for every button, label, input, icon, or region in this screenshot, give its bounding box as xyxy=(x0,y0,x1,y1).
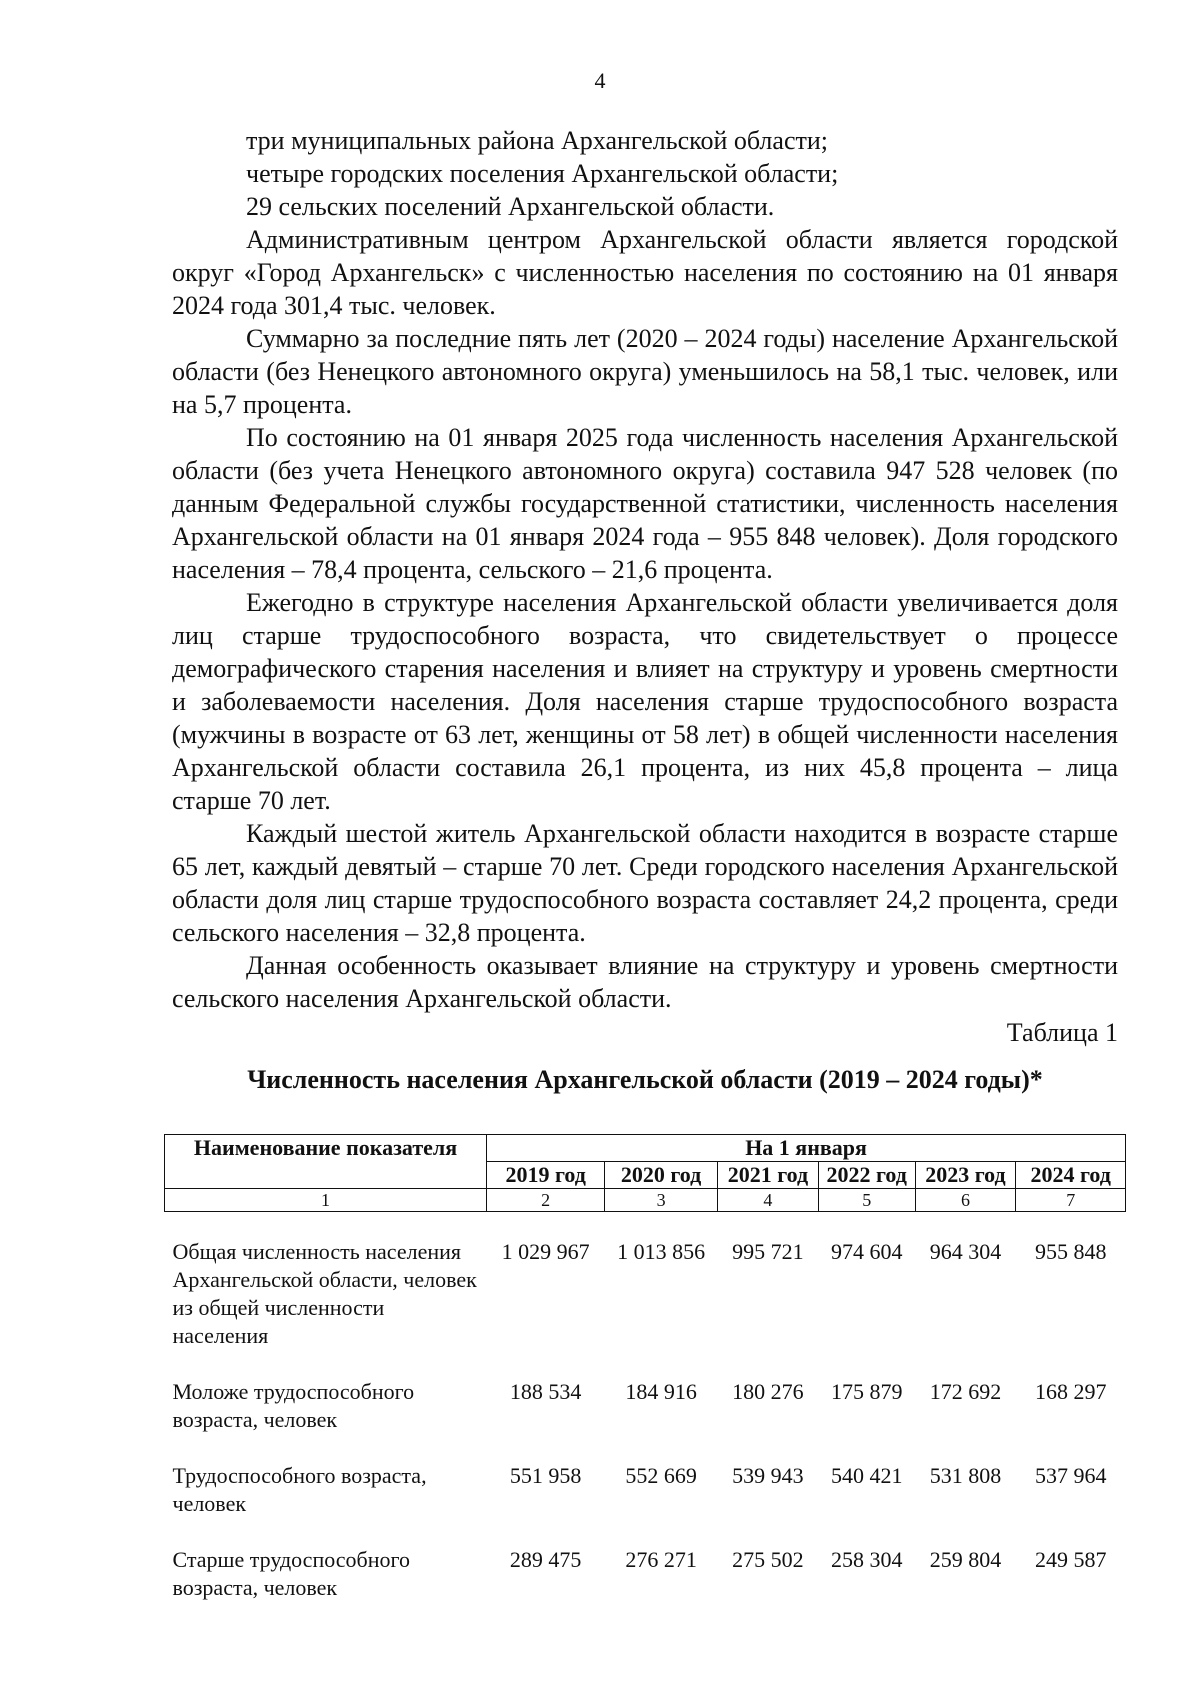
table-cell: 1 029 967 xyxy=(501,1239,590,1264)
table-cell: 537 964 xyxy=(1034,1463,1107,1488)
column-number: 7 xyxy=(1016,1189,1126,1212)
table-title: Численность населения Архангельской области (2019 – 2024 годы)* xyxy=(247,1065,1043,1094)
paragraph: Каждый шестой житель Архангельской области находится в возрасте старше 65 лет, каждый девятый – старше 70 лет. Среди городского населения Архангельской области доля лиц старше трудоспособного возраста составляет 24,2 процента, среди сельского населения – 32,8 процента. xyxy=(172,819,1118,947)
header-year: 2019 год xyxy=(487,1162,605,1189)
table-row xyxy=(165,1456,1126,1540)
paragraph: По состоянию на 01 января 2025 года численность населения Архангельской области (без учета Ненецкого автономного округа) составила 947 528 человек (по данным Федеральной службы государственной статистики, численность населения Архангельской области на 01 января 2024 года – 955 848 человек). Доля городского населения – 78,4 процента, сельского – 21,6 процента. xyxy=(172,423,1118,584)
table-cell: 175 879 xyxy=(830,1379,903,1404)
row-label: Моложе трудоспособного возраста, человек xyxy=(172,1379,415,1432)
column-number: 1 xyxy=(165,1189,487,1212)
header-date-group: На 1 января xyxy=(487,1135,1126,1162)
table-cell: 1 013 856 xyxy=(617,1239,706,1264)
table-cell: 276 271 xyxy=(625,1547,697,1572)
table-cell: 539 943 xyxy=(732,1463,804,1488)
table-row xyxy=(165,1540,1126,1624)
table-cell: 249 587 xyxy=(1034,1547,1107,1572)
row-label: Общая численность населения Архангельской области, человек из общей численности населения xyxy=(172,1239,477,1348)
table-cell: 552 669 xyxy=(625,1463,697,1488)
column-number: 6 xyxy=(915,1189,1016,1212)
row-label: Старше трудоспособного возраста, человек xyxy=(172,1547,410,1600)
header-year: 2024 год xyxy=(1016,1162,1126,1189)
table-cell: 540 421 xyxy=(830,1463,903,1488)
table-cell: 964 304 xyxy=(929,1239,1002,1264)
paragraph: Данная особенность оказывает влияние на структуру и уровень смертности сельского населения Архангельской области. xyxy=(172,951,1118,1013)
table-cell: 172 692 xyxy=(929,1379,1002,1404)
column-number: 3 xyxy=(605,1189,718,1212)
paragraph: Административным центром Архангельской области является городской округ «Город Архангельск» с численностью населения по состоянию на 01 января 2024 года 301,4 тыс. человек. xyxy=(172,225,1118,320)
table-cell: 180 276 xyxy=(732,1379,804,1404)
table-cell: 974 604 xyxy=(830,1239,903,1264)
row-label: Трудоспособного возраста, человек xyxy=(172,1463,427,1516)
header-year: 2022 год xyxy=(818,1162,915,1189)
table-cell: 531 808 xyxy=(929,1463,1002,1488)
table-row xyxy=(165,1232,1126,1372)
header-year: 2021 год xyxy=(717,1162,818,1189)
table-cell: 275 502 xyxy=(732,1547,804,1572)
table-cell: 289 475 xyxy=(509,1547,582,1572)
table-label: Таблица 1 xyxy=(1006,1018,1118,1047)
table-row xyxy=(165,1372,1126,1456)
column-number: 5 xyxy=(818,1189,915,1212)
header-year: 2023 год xyxy=(915,1162,1016,1189)
header-year: 2020 год xyxy=(605,1162,718,1189)
page-number: 4 xyxy=(594,68,606,93)
table-cell: 258 304 xyxy=(830,1547,903,1572)
table-cell: 184 916 xyxy=(625,1379,697,1404)
column-number: 2 xyxy=(487,1189,605,1212)
table-cell: 188 534 xyxy=(509,1379,582,1404)
table-cell: 551 958 xyxy=(509,1463,582,1488)
paragraph: 29 сельских поселений Архангельской области. xyxy=(246,192,775,221)
table-cell: 168 297 xyxy=(1034,1379,1107,1404)
table-cell: 259 804 xyxy=(929,1547,1002,1572)
column-number: 4 xyxy=(717,1189,818,1212)
table-cell: 995 721 xyxy=(732,1239,804,1264)
paragraph: четыре городских поселения Архангельской области; xyxy=(246,159,839,188)
paragraph: три муниципальных района Архангельской области; xyxy=(246,126,828,155)
document-body xyxy=(172,124,1118,1096)
table-cell: 955 848 xyxy=(1034,1239,1107,1264)
paragraph: Ежегодно в структуре населения Архангельской области увеличивается доля лиц старше трудоспособного возраста, что свидетельствует о процессе демографического старения населения и влияет на структуру и уровень смертности и заболеваемости населения. Доля населения старше трудоспособного возраста (мужчины в возрасте от 63 лет, женщины от 58 лет) в общей численности населения Архангельской области составила 26,1 процента, из них 45,8 процента – лица старше 70 лет. xyxy=(172,588,1118,815)
paragraph: Суммарно за последние пять лет (2020 – 2024 годы) население Архангельской области (без Ненецкого автономного округа) уменьшилось на 58,1 тыс. человек, или на 5,7 процента. xyxy=(172,324,1118,419)
header-indicator-name: Наименование показателя xyxy=(165,1135,487,1189)
population-table xyxy=(164,1134,1126,1624)
